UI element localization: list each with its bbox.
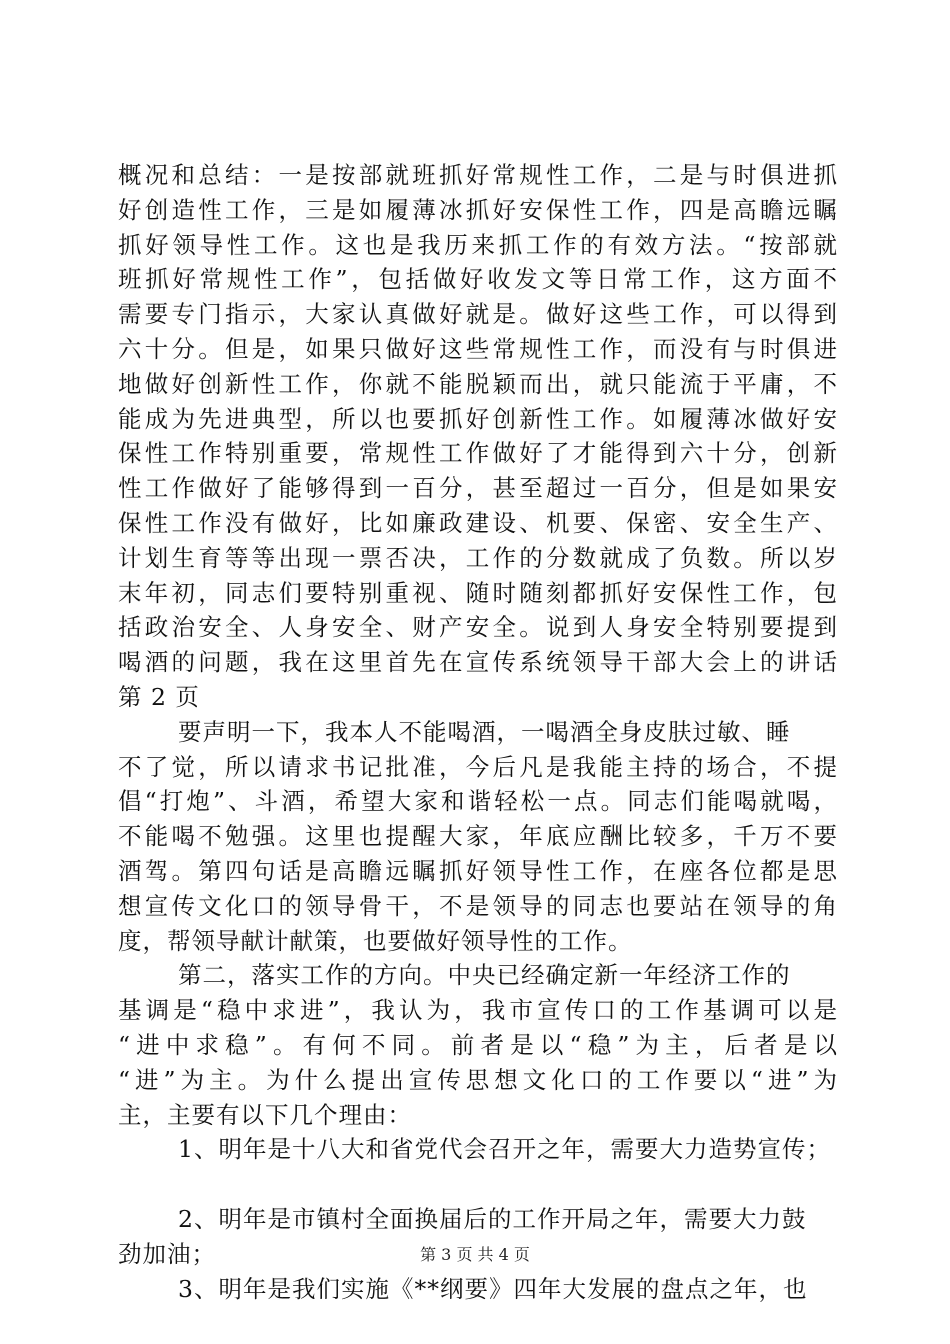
paragraph-line: 需要专门指示，大家认真做好就是。做好这些工作，可以得到 xyxy=(118,300,838,329)
paragraph-line: 度，帮领导献计献策，也要做好领导性的工作。 xyxy=(118,926,633,955)
paragraph-line: 计划生育等等出现一票否决，工作的分数就成了负数。所以岁 xyxy=(118,543,838,572)
list-item: 2、明年是市镇村全面换届后的工作开局之年，需要大力鼓 xyxy=(178,1205,807,1234)
inline-page-marker: 第 2 页 xyxy=(118,682,200,711)
paragraph-line: 性工作做好了能够得到一百分，甚至超过一百分，但是如果安 xyxy=(118,474,838,503)
paragraph-line: 末年初，同志们要特别重视、随时随刻都抓好安保性工作，包 xyxy=(118,578,838,607)
paragraph-line: 喝酒的问题，我在这里首先在宣传系统领导干部大会上的讲话 xyxy=(118,648,838,677)
paragraph-line: 酒驾。第四句话是高瞻远瞩抓好领导性工作，在座各位都是思 xyxy=(118,856,838,885)
paragraph-line: 班抓好常规性工作”，包括做好收发文等日常工作，这方面不 xyxy=(118,265,838,294)
paragraph-line: “进中求稳”。有何不同。前者是以“稳”为主，后者是以 xyxy=(118,1030,838,1059)
paragraph-line: 主，主要有以下几个理由： xyxy=(118,1100,412,1129)
paragraph-line: 不了觉，所以请求书记批准，今后凡是我能主持的场合，不提 xyxy=(118,752,838,781)
list-item: 3、明年是我们实施《**纲要》四年大发展的盘点之年，也 xyxy=(178,1274,808,1303)
paragraph-line: “进”为主。为什么提出宣传思想文化口的工作要以“进”为 xyxy=(118,1065,838,1094)
paragraph-line: 六十分。但是，如果只做好这些常规性工作，而没有与时俱进 xyxy=(118,334,838,363)
paragraph-line: 劲加油； xyxy=(118,1239,216,1268)
paragraph-line: 保性工作特别重要，常规性工作做好了才能得到六十分，创新 xyxy=(118,439,838,468)
paragraph-line: 括政治安全、人身安全、财产安全。说到人身安全特别要提到 xyxy=(118,613,838,642)
page-footer: 第 3 页 共 4 页 xyxy=(420,1245,530,1264)
paragraph-line: 想宣传文化口的领导骨干，不是领导的同志也要站在领导的角 xyxy=(118,891,838,920)
paragraph-line: 第二，落实工作的方向。中央已经确定新一年经济工作的 xyxy=(178,961,791,990)
paragraph-line: 地做好创新性工作，你就不能脱颖而出，就只能流于平庸，不 xyxy=(118,369,838,398)
list-item: 1、明年是十八大和省党代会召开之年，需要大力造势宣传； xyxy=(178,1135,831,1164)
blank-line xyxy=(118,1167,838,1202)
paragraph-line: 基调是“稳中求进”，我认为，我市宣传口的工作基调可以是 xyxy=(118,996,838,1025)
paragraph-line: 倡“打炮”、斗酒，希望大家和谐轻松一点。同志们能喝就喝， xyxy=(118,787,838,816)
paragraph-line: 概况和总结：一是按部就班抓好常规性工作，二是与时俱进抓 xyxy=(118,161,838,189)
paragraph-line: 保性工作没有做好，比如廉政建设、机要、保密、安全生产、 xyxy=(118,508,838,537)
paragraph-line: 抓好领导性工作。这也是我历来抓工作的有效方法。“按部就 xyxy=(118,230,838,259)
paragraph-line: 不能喝不勉强。这里也提醒大家，年底应酬比较多，千万不要 xyxy=(118,822,838,851)
document-body xyxy=(118,158,838,1307)
paragraph-line: 要声明一下，我本人不能喝酒，一喝酒全身皮肤过敏、睡 xyxy=(178,717,791,746)
paragraph-line: 能成为先进典型，所以也要抓好创新性工作。如履薄冰做好安 xyxy=(118,404,838,433)
paragraph-line: 好创造性工作，三是如履薄冰抓好安保性工作，四是高瞻远瞩 xyxy=(118,195,838,224)
